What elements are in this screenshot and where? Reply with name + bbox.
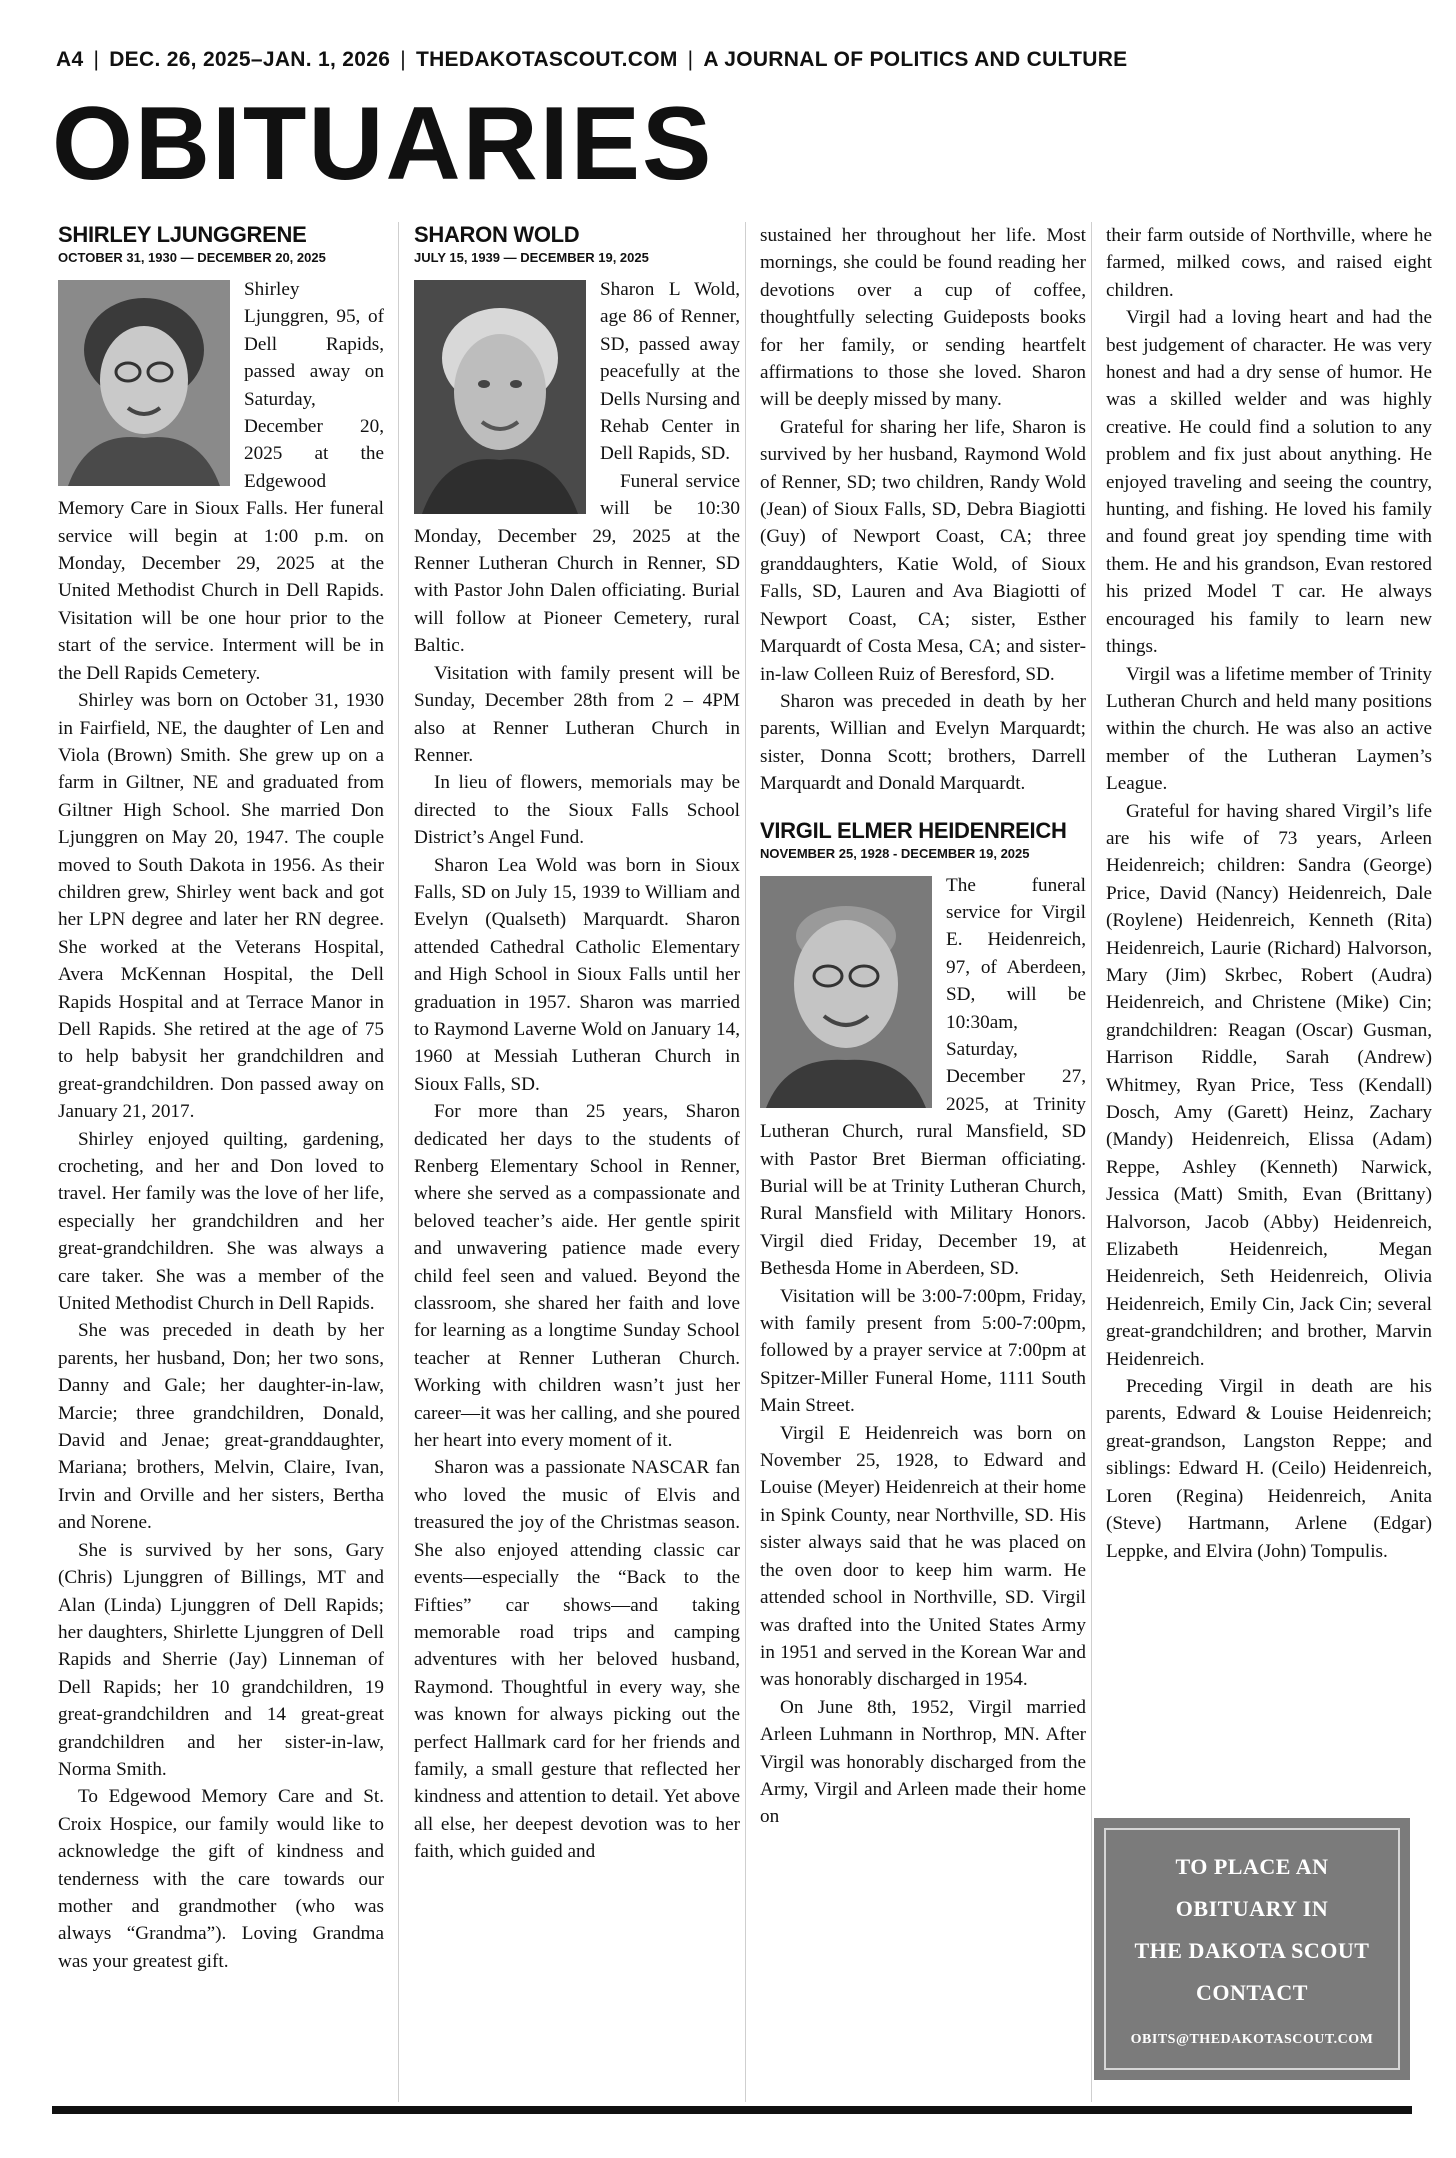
place-obituary-inner xyxy=(1104,1828,1400,2070)
portrait-photo-sharon xyxy=(414,280,586,514)
obit-paragraph: For more than 25 years, Sharon dedicated her days to the students of Renberg Elementary School in Renner, where she served as a compassionate and beloved teacher’s aide. Her gentle spirit and unwavering patience made every child feel seen and valued. Beyond the classroom, she shared her faith and love for learning as a longtime Sunday School teacher at Renner Lutheran Church. Working with children wasn’t just her career—it was her calling, and she poured her heart into every moment of it. xyxy=(414,1101,740,1452)
obit-paragraph: She is survived by her sons, Gary (Chris) Ljunggren of Billings, MT and Alan (Linda) Ljunggren of Dell Rapids; her daughters, Shirlette Ljunggren of Dell Rapids and Sherrie (Jay) Linneman of Dell Rapids; her 10 grandchildren, 19 great-grandchildren and 14 great-great grandchildren and her sister-in-law, Norma Smith. xyxy=(58,1539,384,1780)
section-spacer xyxy=(760,798,1086,818)
bottom-rule xyxy=(52,2106,1412,2114)
obit-paragraph: Shirley Ljunggren, 95, of Dell Rapids, passed away on Saturday, December 20, 2025 at the Edgewood Memory Care in Sioux Falls. Her funeral service will begin at 1:00 p.m. on Monday, December 29, 2025 at the United Methodist Church in Dell Rapids. Visitation will be one hour prior to the start of the service. Interment will be in the Dell Rapids Cemetery. xyxy=(58,279,384,684)
obit-paragraph: She was preceded in death by her parents, her husband, Don; her two sons, Danny and Gale; her daughter-in-law, Marcie; three grandchildren, Donald, David and Jenae; great-granddaughter, Mariana; brothers, Melvin, Claire, Ivan, Irvin and Orville and her sisters, Bertha and Norene. xyxy=(58,1320,384,1534)
obit-dates: NOVEMBER 25, 1928 - DECEMBER 19, 2025 xyxy=(760,845,1030,861)
obit-paragraph: Preceding Virgil in death are his parents, Edward & Louise Heidenreich; great-grandson, Langston Reppe; and siblings: Edward H. (Ceilo) Heidenreich, Loren (Regina) Heidenreich, Anita (Steve) Hartmann, Arlene (Edgar) Leppke, and Elvira (John) Tompulis. xyxy=(1106,1376,1432,1562)
column-divider xyxy=(398,222,399,2102)
obit-paragraph: Sharon was a passionate NASCAR fan who loved the music of Elvis and treasured the joy of the Christmas season. She also enjoyed attending classic car events—especially the “Back to the Fifties” car shows—and taking memorable road trips and camping adventures with her beloved husband, Raymond. Thoughtful in every way, she was known for always picking out the perfect Hallmark card for her friends and family, a small gesture that reflected her kindness and attention to detail. Yet above all else, her deepest devotion was to her faith, which guided and xyxy=(414,1457,740,1863)
column-divider xyxy=(1091,222,1092,2102)
section-title: OBITUARIES xyxy=(52,86,714,202)
page-number: A4 xyxy=(56,48,84,71)
header-separator: | xyxy=(400,48,406,71)
place-obituary-box xyxy=(1094,1818,1410,2080)
obit-name: VIRGIL ELMER HEIDENREICH xyxy=(760,817,1067,843)
column-2 xyxy=(414,222,740,2122)
obit-paragraph: To Edgewood Memory Care and St. Croix Hospice, our family would like to acknowledge the gift of kindness and tenderness with the care towards our mother and grandmother (who was always “Grandma”). Loving Grandma was your greatest gift. xyxy=(58,1786,384,1972)
obit-paragraph: Shirley was born on October 31, 1930 in Fairfield, NE, the daughter of Len and Viola (Brown) Smith. She grew up on a farm in Giltner, NE and graduated from Giltner High School. She married Don Ljunggren on May 20, 1947. The couple moved to South Dakota in 1956. As their children grew, Shirley went back and got her LPN degree and later her RN degree. She worked at the Veterans Hospital, Avera McKennan Hospital, the Dell Rapids Hospital and at Terrace Manor in Dell Rapids. She retired at the age of 75 to help babysit her grandchildren and great-grandchildren. Don passed away on January 21, 2017. xyxy=(58,690,384,1123)
obit-paragraph: Funeral service will be 10:30 Monday, December 29, 2025 at the Renner Lutheran Church in Renner, SD with Pastor John Dalen officiating. Burial will follow at Pioneer Cemetery, rural Baltic. xyxy=(414,470,740,657)
portrait-photo-virgil xyxy=(760,876,932,1108)
page-header xyxy=(56,48,1416,76)
obit-paragraph: Sharon was preceded in death by her parents, Willian and Evelyn Marquardt; sister, Donna Scott; brothers, Darrell Marquardt and Donald Marquardt. xyxy=(760,690,1086,795)
column-divider xyxy=(745,222,746,2102)
column-1 xyxy=(58,222,384,2122)
obit-paragraph: Grateful for having shared Virgil’s life are his wife of 73 years, Arleen Heidenreich; children: Sandra (George) Price, David (Nancy) Heidenreich, Dale (Roylene) Heidenreich, Kenneth (Rita) Heidenreich, Laurie (Richard) Halvorson, Mary (Jim) Skrbec, Robert (Audra) Heidenreich, and Christene (Mike) Cin; grandchildren: Reagan (Oscar) Gusman, Harrison Riddle, Sarah (Andrew) Whitmey, Ryan Price, Tess (Kendall) Dosch, Amy (Garett) Heinz, Zachary (Mandy) Heidenreich, Elissa (Adam) Reppe, Ashley (Kenneth) Narwick, Jessica (Matt) Smith, Evan (Brittany) Halvorson, Jacob (Abby) Heidenreich, Elizabeth Heidenreich, Megan Heidenreich, Seth Heidenreich, Olivia Heidenreich, Emily Cin, Jack Cin; several great-grandchildren; and brother, Marvin Heidenreich. xyxy=(1106,800,1432,1370)
cta-line: THE DAKOTA SCOUT xyxy=(1134,1938,1370,1963)
obit-paragraph: Visitation will be 3:00-7:00pm, Friday, with family present from 5:00-7:00pm, followed by a prayer service at 7:00pm at Spitzer-Miller Funeral Home, 1111 South Main Street. xyxy=(760,1285,1086,1417)
portrait-photo-shirley xyxy=(58,280,230,486)
obit-paragraph: sustained her throughout her life. Most mornings, she could be found reading her devotions over a cup of coffee, thoughtfully selecting Guideposts books for her family, or sending heartfelt affirmations to those she loved. Sharon will be deeply missed by many. xyxy=(760,225,1086,411)
cta-line: OBITUARY IN xyxy=(1175,1896,1329,1921)
cta-line: CONTACT xyxy=(1196,1980,1308,2005)
obit-name: SHARON WOLD xyxy=(414,222,580,247)
obit-paragraph: Grateful for sharing her life, Sharon is survived by her husband, Raymond Wold of Renner, SD; two children, Randy Wold (Jean) of Sioux Falls, SD, Debra Biagiotti (Guy) of Newport Coast, CA; three granddaughters, Katie Wold, of Sioux Falls, SD, Lauren and Ava Biagiotti of Newport Coast, CA; sister, Esther Marquardt of Costa Mesa, CA; and sister-in-law Colleen Ruiz of Beresford, SD. xyxy=(760,416,1086,685)
obit-paragraph: Virgil E Heidenreich was born on November 25, 1928, to Edward and Louise (Meyer) Heidenreich at their home in Spink County, near Northville, SD. His sister always said that he was placed on the oven door to keep him warm. He attended school in Northville, SD. Virgil was drafted into the United States Army in 1951 and served in the Korean War and was honorably discharged in 1954. xyxy=(760,1422,1086,1691)
header-separator: | xyxy=(93,48,100,71)
issue-dates: DEC. 26, 2025–JAN. 1, 2026 xyxy=(109,48,391,71)
obit-paragraph: Virgil had a loving heart and had the best judgement of character. He was very honest and had a dry sense of humor. He was a skilled welder and was highly creative. He could find a solution to any problem and fix just about anything. He enjoyed traveling and seeing the country, hunting, and fishing. He loved his family and found great joy spending time with them. He and his grandson, Evan restored his prized Model T car. He always encouraged his family to learn new things. xyxy=(1106,307,1432,658)
column-3 xyxy=(760,222,1086,2122)
obit-paragraph: Virgil was a lifetime member of Trinity Lutheran Church and held many positions within the church. He was also an active member of the Lutheran Laymen’s League. xyxy=(1106,663,1432,795)
obit-paragraph: On June 8th, 1952, Virgil married Arleen Luhmann in Northrop, MN. After Virgil was honorably discharged from the Army, Virgil and Arleen made their home on xyxy=(760,1696,1086,1828)
obit-paragraph: The funeral service for Virgil E. Heidenreich, 97, of Aberdeen, SD, will be 10:30am, Saturday, December 27, 2025, at Trinity Lutheran Church, rural Mansfield, SD with Pastor Bret Bierman officiating. Burial will be at Trinity Lutheran Church, Rural Mansfield with Military Honors. Virgil died Friday, December 19, at Bethesda Home in Aberdeen, SD. xyxy=(760,874,1086,1280)
cta-line: TO PLACE AN xyxy=(1175,1854,1329,1879)
obits-email-link[interactable]: OBITS@THEDAKOTASCOUT.COM xyxy=(1130,2032,1374,2047)
column-4 xyxy=(1106,222,1432,1802)
tagline: A JOURNAL OF POLITICS AND CULTURE xyxy=(703,48,1128,71)
header-separator: | xyxy=(687,48,694,71)
obit-paragraph: Visitation with family present will be Sunday, December 28th from 2 – 4PM also at Renner Lutheran Church in Renner. xyxy=(414,662,740,766)
obit-dates: JULY 15, 1939 — DECEMBER 19, 2025 xyxy=(414,250,649,265)
obit-paragraph: Sharon L Wold, age 86 of Renner, SD, passed away peacefully at the Dells Nursing and Rehab Center in Dell Rapids, SD. xyxy=(600,279,740,465)
obit-dates: OCTOBER 31, 1930 — DECEMBER 20, 2025 xyxy=(58,250,326,265)
obit-paragraph: Shirley enjoyed quilting, gardening, crocheting, and her and Don loved to travel. Her family was the love of her life, especially her grandchildren and her great-grandchildren. She was always a care taker. She was a member of the United Methodist Church in Dell Rapids. xyxy=(58,1128,384,1315)
obit-paragraph: In lieu of flowers, memorials may be directed to the Sioux Falls School District’s Angel Fund. xyxy=(414,772,740,849)
obit-paragraph: Sharon Lea Wold was born in Sioux Falls, SD on July 15, 1939 to William and Evelyn (Qualseth) Marquardt. Sharon attended Cathedral Catholic Elementary and High School in Sioux Falls until her graduation in 1957. Sharon was married to Raymond Laverne Wold on January 14, 1960 at Messiah Lutheran Church in Sioux Falls, SD. xyxy=(414,854,740,1095)
obit-paragraph: their farm outside of Northville, where he farmed, milked cows, and raised eight children. xyxy=(1106,225,1432,301)
obit-name: SHIRLEY LJUNGGRENE xyxy=(58,222,307,247)
site-name: THEDAKOTASCOUT.COM xyxy=(415,48,678,71)
